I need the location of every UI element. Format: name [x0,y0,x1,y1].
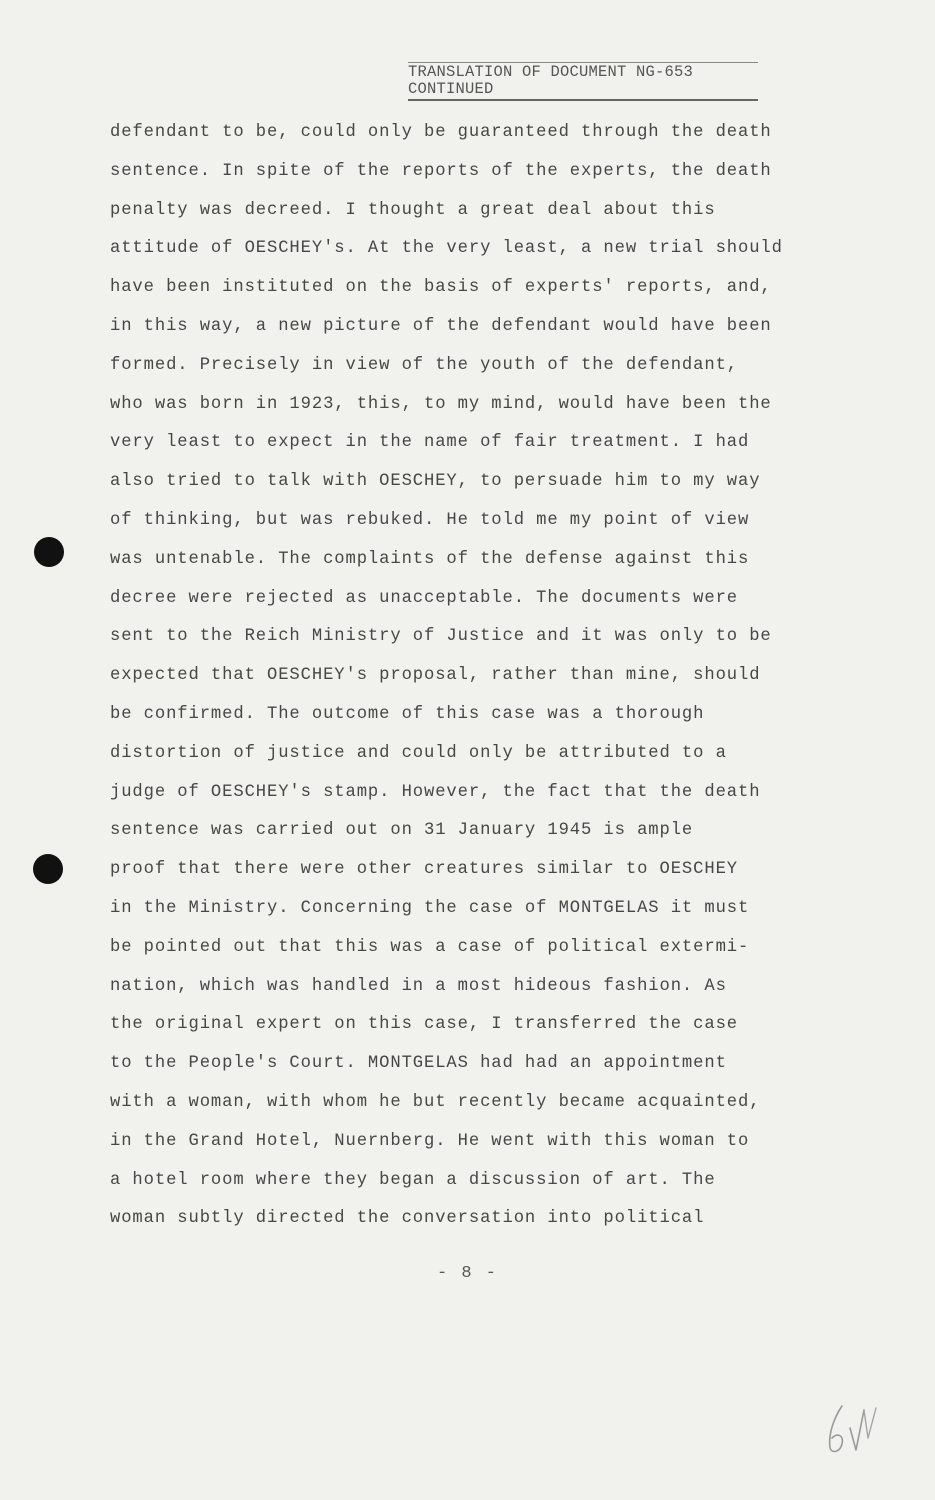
body-line: was untenable. The complaints of the defense against this [110,549,750,569]
punch-hole-icon [33,854,63,884]
body-line: in this way, a new picture of the defendant would have been [110,316,772,336]
body-line: to the People's Court. MONTGELAS had had an appointment [110,1054,727,1074]
body-line: decree were rejected as unacceptable. The documents were [110,588,738,608]
body-line: sent to the Reich Ministry of Justice and it was only to be [110,627,772,647]
body-line: formed. Precisely in view of the youth of the defendant, [110,355,738,375]
document-header [408,62,758,101]
body-line: defendant to be, could only be guaranteed through the death [110,123,772,142]
body-line: a hotel room where they began a discussion of art. The [110,1170,716,1190]
body-line: have been instituted on the basis of experts' reports, and, [110,278,772,298]
body-line: penalty was decreed. I thought a great deal about this [110,200,716,220]
punch-hole-icon [34,537,64,567]
body-line: judge of OESCHEY's stamp. However, the fact that the death [110,782,761,802]
body-line: expected that OESCHEY's proposal, rather than mine, should [110,666,761,686]
body-line: sentence. In spite of the reports of the experts, the death [110,161,772,181]
pencil-annotation-icon [820,1398,890,1458]
body-line: be confirmed. The outcome of this case was a thorough [110,704,705,724]
body-line: in the Grand Hotel, Nuernberg. He went with this woman to [110,1131,750,1151]
header-title: TRANSLATION OF DOCUMENT NG-653 [408,62,758,81]
body-line: who was born in 1923, this, to my mind, would have been the [110,394,772,414]
body-line: with a woman, with whom he but recently became acquainted, [110,1092,761,1112]
body-line: proof that there were other creatures similar to OESCHEY [110,860,738,880]
body-line: very least to expect in the name of fair treatment. I had [110,433,750,453]
body-line: the original expert on this case, I transferred the case [110,1015,738,1035]
body-line: distortion of justice and could only be attributed to a [110,743,727,763]
body-line: attitude of OESCHEY's. At the very least, a new trial should [110,239,783,259]
body-line: in the Ministry. Concerning the case of MONTGELAS it must [110,898,750,918]
body-line: nation, which was handled in a most hideous fashion. As [110,976,727,996]
body-line: be pointed out that this was a case of political extermi- [110,937,750,957]
body-line: of thinking, but was rebuked. He told me my point of view [110,510,750,530]
page-number: - 8 - [436,1264,498,1283]
document-body [110,122,830,1247]
body-line: woman subtly directed the conversation into political [110,1209,705,1229]
body-line: also tried to talk with OESCHEY, to persuade him to my way [110,472,761,492]
header-continued: CONTINUED [408,81,758,101]
body-line: sentence was carried out on 31 January 1945 is ample [110,821,694,841]
